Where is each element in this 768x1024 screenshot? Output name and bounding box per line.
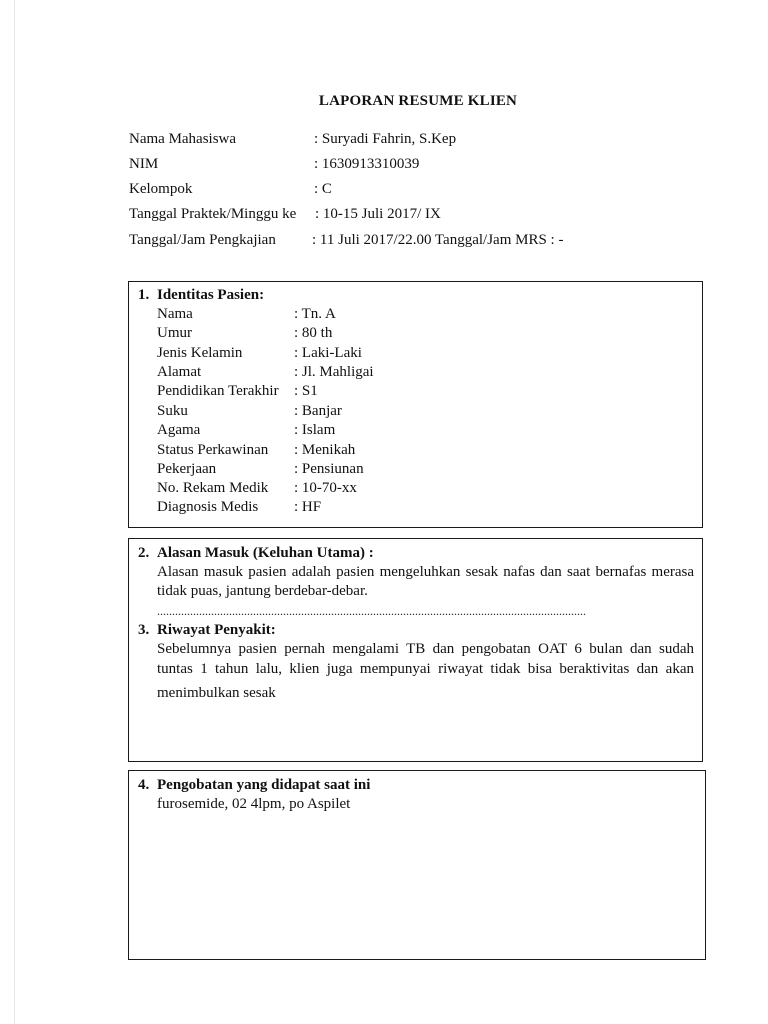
- page-edge: [14, 0, 15, 1024]
- header-value: : C: [314, 181, 332, 197]
- field-value: : 80 th: [294, 325, 333, 341]
- paragraph-line: tidak puas, jantung berdebar-debar.: [157, 583, 368, 599]
- section-number: 3.: [138, 622, 150, 638]
- section-title: Pengobatan yang didapat saat ini: [157, 777, 371, 793]
- field-label: Diagnosis Medis: [157, 499, 259, 515]
- section-number: 2.: [138, 545, 150, 561]
- section-heading: [138, 776, 370, 795]
- section-number: 1.: [138, 287, 150, 303]
- field-label: Pekerjaan: [157, 461, 217, 477]
- field-value: : Tn. A: [294, 306, 336, 322]
- section-heading: [138, 544, 374, 563]
- section-title: Identitas Pasien:: [157, 287, 265, 303]
- field-value: : Jl. Mahligai: [294, 364, 374, 380]
- field-value: : Islam: [294, 422, 336, 438]
- field-label: No. Rekam Medik: [157, 480, 269, 496]
- field-label: Alamat: [157, 364, 202, 380]
- paragraph-line: Sebelumnya pasien pernah mengalami TB dan pengobatan OAT 6 bulan dan sudah: [157, 641, 694, 657]
- field-label: Pendidikan Terakhir: [157, 383, 279, 399]
- section-identitas-pasien-box: [128, 281, 703, 528]
- field-value: : 10-70-xx: [294, 480, 357, 496]
- header-label: Tanggal Praktek/Minggu ke: [129, 206, 297, 222]
- section-alasan-riwayat-box: [128, 538, 703, 762]
- field-label: Suku: [157, 403, 188, 419]
- section-heading: [138, 621, 276, 640]
- field-label: Agama: [157, 422, 201, 438]
- paragraph-riwayat-penyakit: [157, 639, 694, 703]
- field-value: : Pensiunan: [294, 461, 364, 477]
- header-label: Tanggal/Jam Pengkajian: [129, 232, 276, 248]
- header-label: Nama Mahasiswa: [129, 131, 237, 147]
- section-title: Riwayat Penyakit:: [157, 622, 276, 638]
- header-label: Kelompok: [129, 181, 193, 197]
- section-heading: [138, 286, 264, 305]
- field-label: Status Perkawinan: [157, 442, 269, 458]
- header-value: : Suryadi Fahrin, S.Kep: [314, 131, 457, 147]
- header-value: : 1630913310039: [314, 156, 420, 172]
- field-value: : S1: [294, 383, 318, 399]
- field-value: : Menikah: [294, 442, 356, 458]
- paragraph-line: furosemide, 02 4lpm, po Aspilet: [157, 796, 351, 812]
- paragraph-alasan-masuk: [157, 563, 694, 601]
- field-label: Umur: [157, 325, 192, 341]
- section-number: 4.: [138, 777, 150, 793]
- paragraph-pengobatan: [157, 795, 694, 814]
- document-title: LAPORAN RESUME KLIEN: [318, 93, 518, 109]
- header-label: NIM: [129, 156, 159, 172]
- header-value: : 10-15 Juli 2017/ IX: [315, 206, 441, 222]
- header-value: : 11 Juli 2017/22.00 Tanggal/Jam MRS : -: [312, 232, 564, 248]
- field-value: : HF: [294, 499, 322, 515]
- field-value: : Laki-Laki: [294, 345, 362, 361]
- field-value: : Banjar: [294, 403, 342, 419]
- field-label: Nama: [157, 306, 193, 322]
- section-pengobatan-box: [128, 770, 706, 960]
- dotted-line: ...............................................................................................................................................: [157, 604, 586, 618]
- section-title: Alasan Masuk (Keluhan Utama) :: [157, 545, 374, 561]
- paragraph-line: menimbulkan sesak: [157, 685, 276, 701]
- paragraph-line: Alasan masuk pasien adalah pasien mengeluhkan sesak nafas dan saat bernafas merasa: [157, 564, 694, 580]
- field-label: Jenis Kelamin: [157, 345, 243, 361]
- paragraph-line: tuntas 1 tahun lalu, klien juga mempunyai riwayat tidak bisa beraktivitas dan akan: [157, 661, 694, 677]
